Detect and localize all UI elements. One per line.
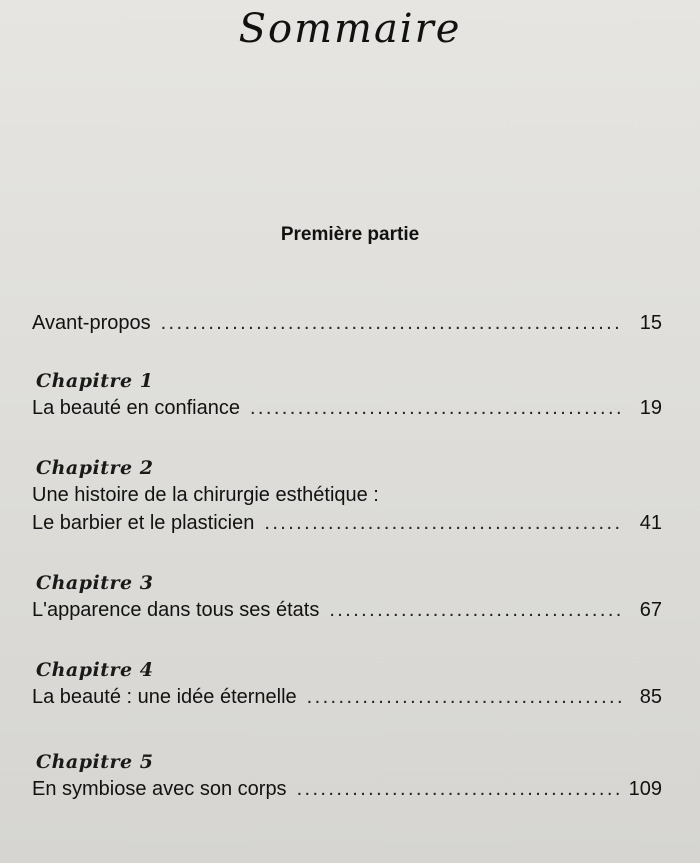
chapter-heading-1: Chapitre 1 bbox=[36, 370, 154, 392]
part-heading: Première partie bbox=[280, 224, 420, 245]
toc-entry-chapter-5 bbox=[32, 778, 662, 801]
toc-entry-page: 15 bbox=[639, 312, 662, 334]
toc-entry-page: 41 bbox=[639, 512, 662, 534]
toc-entry-chapter-2-line1: Une histoire de la chirurgie esthétique : bbox=[32, 484, 379, 506]
toc-entry-label: En symbiose avec son corps bbox=[32, 778, 287, 800]
toc-entry-page: 19 bbox=[639, 397, 662, 419]
toc-entry-avant-propos bbox=[32, 312, 662, 335]
toc-entry-chapter-4 bbox=[32, 686, 662, 709]
chapter-heading-2: Chapitre 2 bbox=[36, 457, 154, 479]
toc-entry-label: La beauté en confiance bbox=[32, 397, 240, 419]
leader-dots bbox=[250, 397, 622, 420]
leader-dots bbox=[329, 599, 622, 622]
chapter-heading-3: Chapitre 3 bbox=[36, 572, 154, 594]
leader-dots bbox=[297, 778, 619, 801]
toc-entry-page: 85 bbox=[639, 686, 662, 708]
toc-entry-chapter-1 bbox=[32, 397, 662, 420]
leader-dots bbox=[264, 512, 622, 535]
toc-entry-label: La beauté : une idée éternelle bbox=[32, 686, 297, 708]
toc-title: Sommaire bbox=[238, 6, 462, 52]
leader-dots bbox=[161, 312, 622, 335]
toc-entry-label: Avant-propos bbox=[32, 312, 151, 334]
leader-dots bbox=[307, 686, 622, 709]
toc-entry-page: 109 bbox=[628, 778, 662, 800]
toc-entry-label: Le barbier et le plasticien bbox=[32, 512, 255, 534]
toc-entry-chapter-3 bbox=[32, 599, 662, 622]
chapter-heading-4: Chapitre 4 bbox=[36, 659, 154, 681]
toc-entry-page: 67 bbox=[639, 599, 662, 621]
chapter-heading-5: Chapitre 5 bbox=[36, 751, 154, 773]
toc-entry-label: L'apparence dans tous ses états bbox=[32, 599, 320, 621]
toc-entry-chapter-2 bbox=[32, 512, 662, 535]
